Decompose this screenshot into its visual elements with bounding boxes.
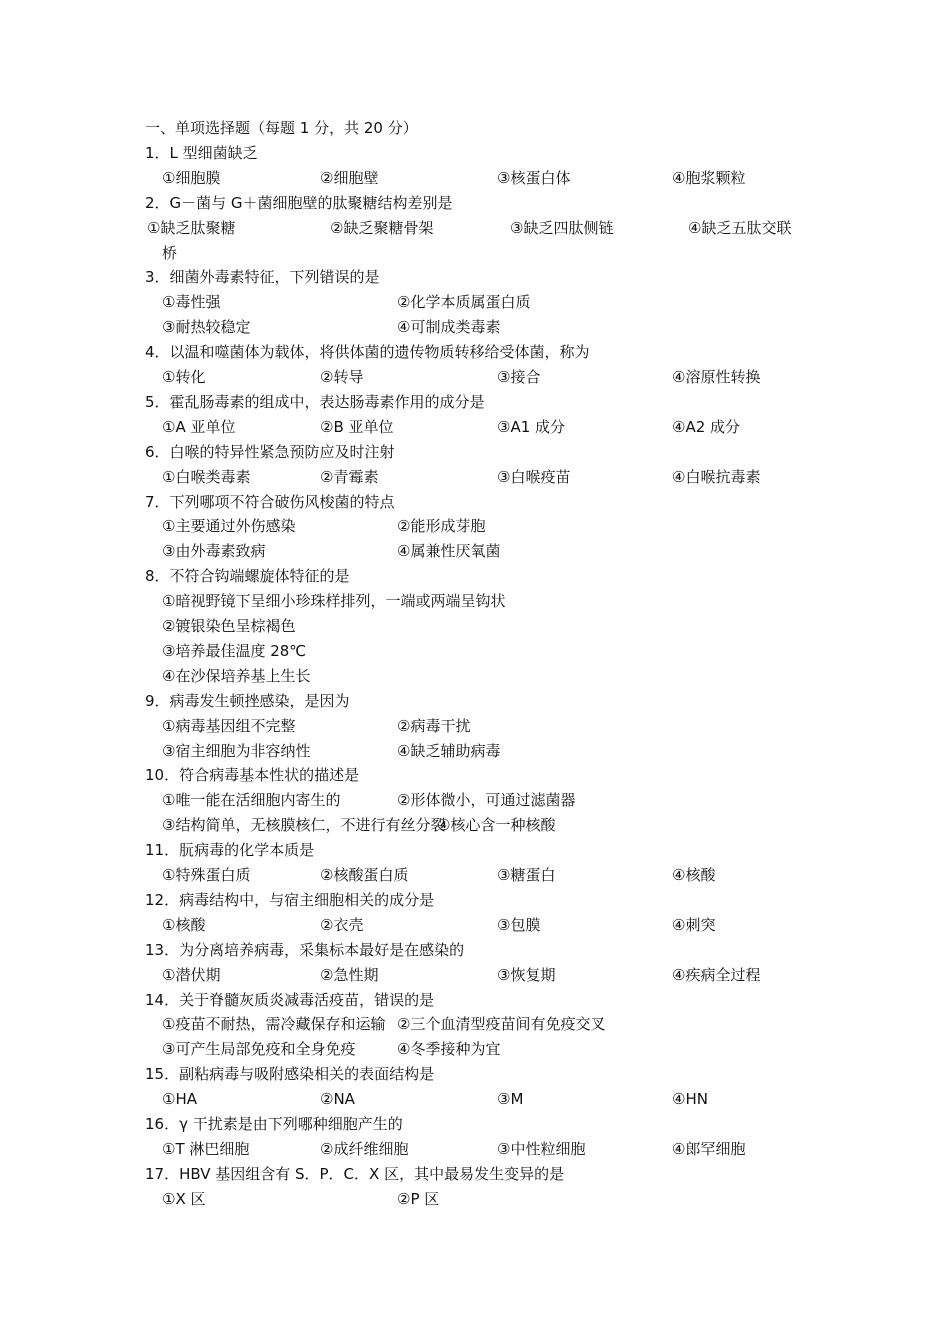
answer-option: ④溶原性转换 [672, 368, 761, 386]
answer-option: ②能形成芽胞 [397, 517, 486, 536]
answer-option: ①病毒基因组不完整 [162, 716, 296, 735]
answer-option: ①疫苗不耐热，需冷藏保存和运输 [162, 1015, 386, 1034]
answer-option: ②衣壳 [320, 915, 364, 934]
answer-option: ②病毒干扰 [397, 716, 471, 735]
answer-option: ④白喉抗毒素 [672, 467, 761, 486]
answer-option: ①转化 [162, 368, 206, 386]
question-stem: 1．L 型细菌缺乏 [145, 143, 258, 162]
answer-option: ①主要通过外伤感染 [162, 517, 296, 536]
answer-option: ③缺乏四肽侧链 [510, 218, 614, 237]
question-stem: 15．副粘病毒与吸附感染相关的表面结构是 [145, 1065, 435, 1084]
answer-option: ①白喉类毒素 [162, 467, 251, 486]
section-header: 一、单项选择题（每题 1 分，共 20 分） [145, 119, 418, 137]
answer-option: ③接合 [497, 368, 541, 386]
answer-option: ②P 区 [397, 1189, 440, 1208]
answer-option: ③包膜 [497, 915, 541, 934]
answer-option: ③核蛋白体 [497, 168, 571, 187]
answer-option: ④属兼性厌氧菌 [397, 542, 501, 561]
answer-option: 桥 [162, 243, 178, 262]
answer-option: ①X 区 [162, 1189, 206, 1208]
answer-option: ②缺乏聚糖骨架 [330, 218, 434, 237]
answer-option: ②B 亚单位 [320, 417, 394, 436]
answer-option: ③糖蛋白 [497, 866, 556, 884]
answer-option: ①HA [162, 1090, 197, 1109]
answer-option: ①唯一能在活细胞内寄生的 [162, 791, 341, 810]
answer-option: ③耐热较稳定 [162, 318, 251, 337]
answer-option: ①细胞膜 [162, 168, 221, 187]
answer-option: ①核酸 [162, 915, 206, 934]
question-stem: 13．为分离培养病毒，采集标本最好是在感染的 [145, 940, 465, 959]
question-stem: 8．不符合钩端螺旋体特征的是 [145, 567, 350, 586]
answer-option: ②镀银染色呈棕褐色 [162, 617, 296, 635]
answer-option: ④核心含一种核酸 [437, 816, 556, 835]
answer-option: ②青霉素 [320, 467, 379, 486]
question-stem: 14．关于脊髓灰质炎减毒活疫苗，错误的是 [145, 990, 435, 1009]
answer-option: ④刺突 [672, 915, 716, 934]
answer-option: ④在沙保培养基上生长 [162, 666, 311, 685]
question-stem: 9．病毒发生顿挫感染，是因为 [145, 691, 350, 710]
answer-option: ④可制成类毒素 [397, 318, 501, 337]
question-stem: 10．符合病毒基本性状的描述是 [145, 766, 360, 785]
answer-option: ②形体微小，可通过滤菌器 [397, 791, 576, 810]
answer-option: ④核酸 [672, 866, 716, 884]
answer-option: ③培养最佳温度 28℃ [162, 641, 307, 660]
answer-option: ④郎罕细胞 [672, 1139, 746, 1158]
question-stem: 7．下列哪项不符合破伤风梭菌的特点 [145, 492, 395, 511]
answer-option: ②细胞壁 [320, 168, 379, 187]
answer-option: ②成纤维细胞 [320, 1139, 409, 1158]
question-stem: 5．霍乱肠毒素的组成中，表达肠毒素作用的成分是 [145, 392, 485, 411]
answer-option: ①毒性强 [162, 293, 221, 312]
answer-option: ③由外毒素致病 [162, 542, 266, 561]
question-stem: 12．病毒结构中，与宿主细胞相关的成分是 [145, 890, 435, 909]
answer-option: ③宿主细胞为非容纳性 [162, 741, 311, 760]
question-stem: 11．朊病毒的化学本质是 [145, 841, 315, 860]
question-stem: 4．以温和噬菌体为载体，将供体菌的遗传物质转移给受体菌，称为 [145, 343, 590, 362]
answer-option: ①暗视野镜下呈细小珍珠样排列，一端或两端呈钩状 [162, 592, 506, 611]
question-stem: 2．G－菌与 G＋菌细胞壁的肽聚糖结构差别是 [145, 193, 453, 212]
answer-option: ②三个血清型疫苗间有免疫交叉 [397, 1015, 606, 1034]
answer-option: ④A2 成分 [672, 417, 741, 436]
answer-option: ②急性期 [320, 965, 379, 984]
answer-option: ③白喉疫苗 [497, 467, 571, 486]
question-stem: 16．γ 干扰素是由下列哪种细胞产生的 [145, 1115, 403, 1133]
question-stem: 6．白喉的特异性紧急预防应及时注射 [145, 442, 395, 461]
answer-option: ③A1 成分 [497, 417, 566, 436]
answer-option: ③中性粒细胞 [497, 1139, 586, 1158]
answer-option: ④HN [672, 1090, 708, 1109]
answer-option: ④胞浆颗粒 [672, 168, 746, 187]
answer-option: ④疾病全过程 [672, 965, 761, 984]
question-stem: 17．HBV 基因组含有 S．P．C．X 区，其中最易发生变异的是 [145, 1164, 565, 1183]
answer-option: ②化学本质属蛋白质 [397, 293, 531, 312]
question-stem: 3．细菌外毒素特征，下列错误的是 [145, 268, 380, 287]
answer-option: ④冬季接种为宜 [397, 1040, 501, 1059]
answer-option: ①缺乏肽聚糖 [147, 218, 236, 237]
answer-option: ②转导 [320, 368, 364, 386]
answer-option: ①T 淋巴细胞 [162, 1139, 250, 1158]
answer-option: ②NA [320, 1090, 355, 1109]
answer-option: ④缺乏辅助病毒 [397, 741, 501, 760]
answer-option: ②核酸蛋白质 [320, 866, 409, 884]
answer-option: ③M [497, 1090, 524, 1109]
answer-option: ④缺乏五肽交联 [688, 218, 792, 237]
answer-option: ①特殊蛋白质 [162, 866, 251, 884]
answer-option: ①潜伏期 [162, 965, 221, 984]
answer-option: ③恢复期 [497, 965, 556, 984]
answer-option: ③结构简单，无核膜核仁，不进行有丝分裂 [162, 816, 446, 835]
answer-option: ①A 亚单位 [162, 417, 236, 436]
answer-option: ③可产生局部免疫和全身免疫 [162, 1040, 356, 1059]
